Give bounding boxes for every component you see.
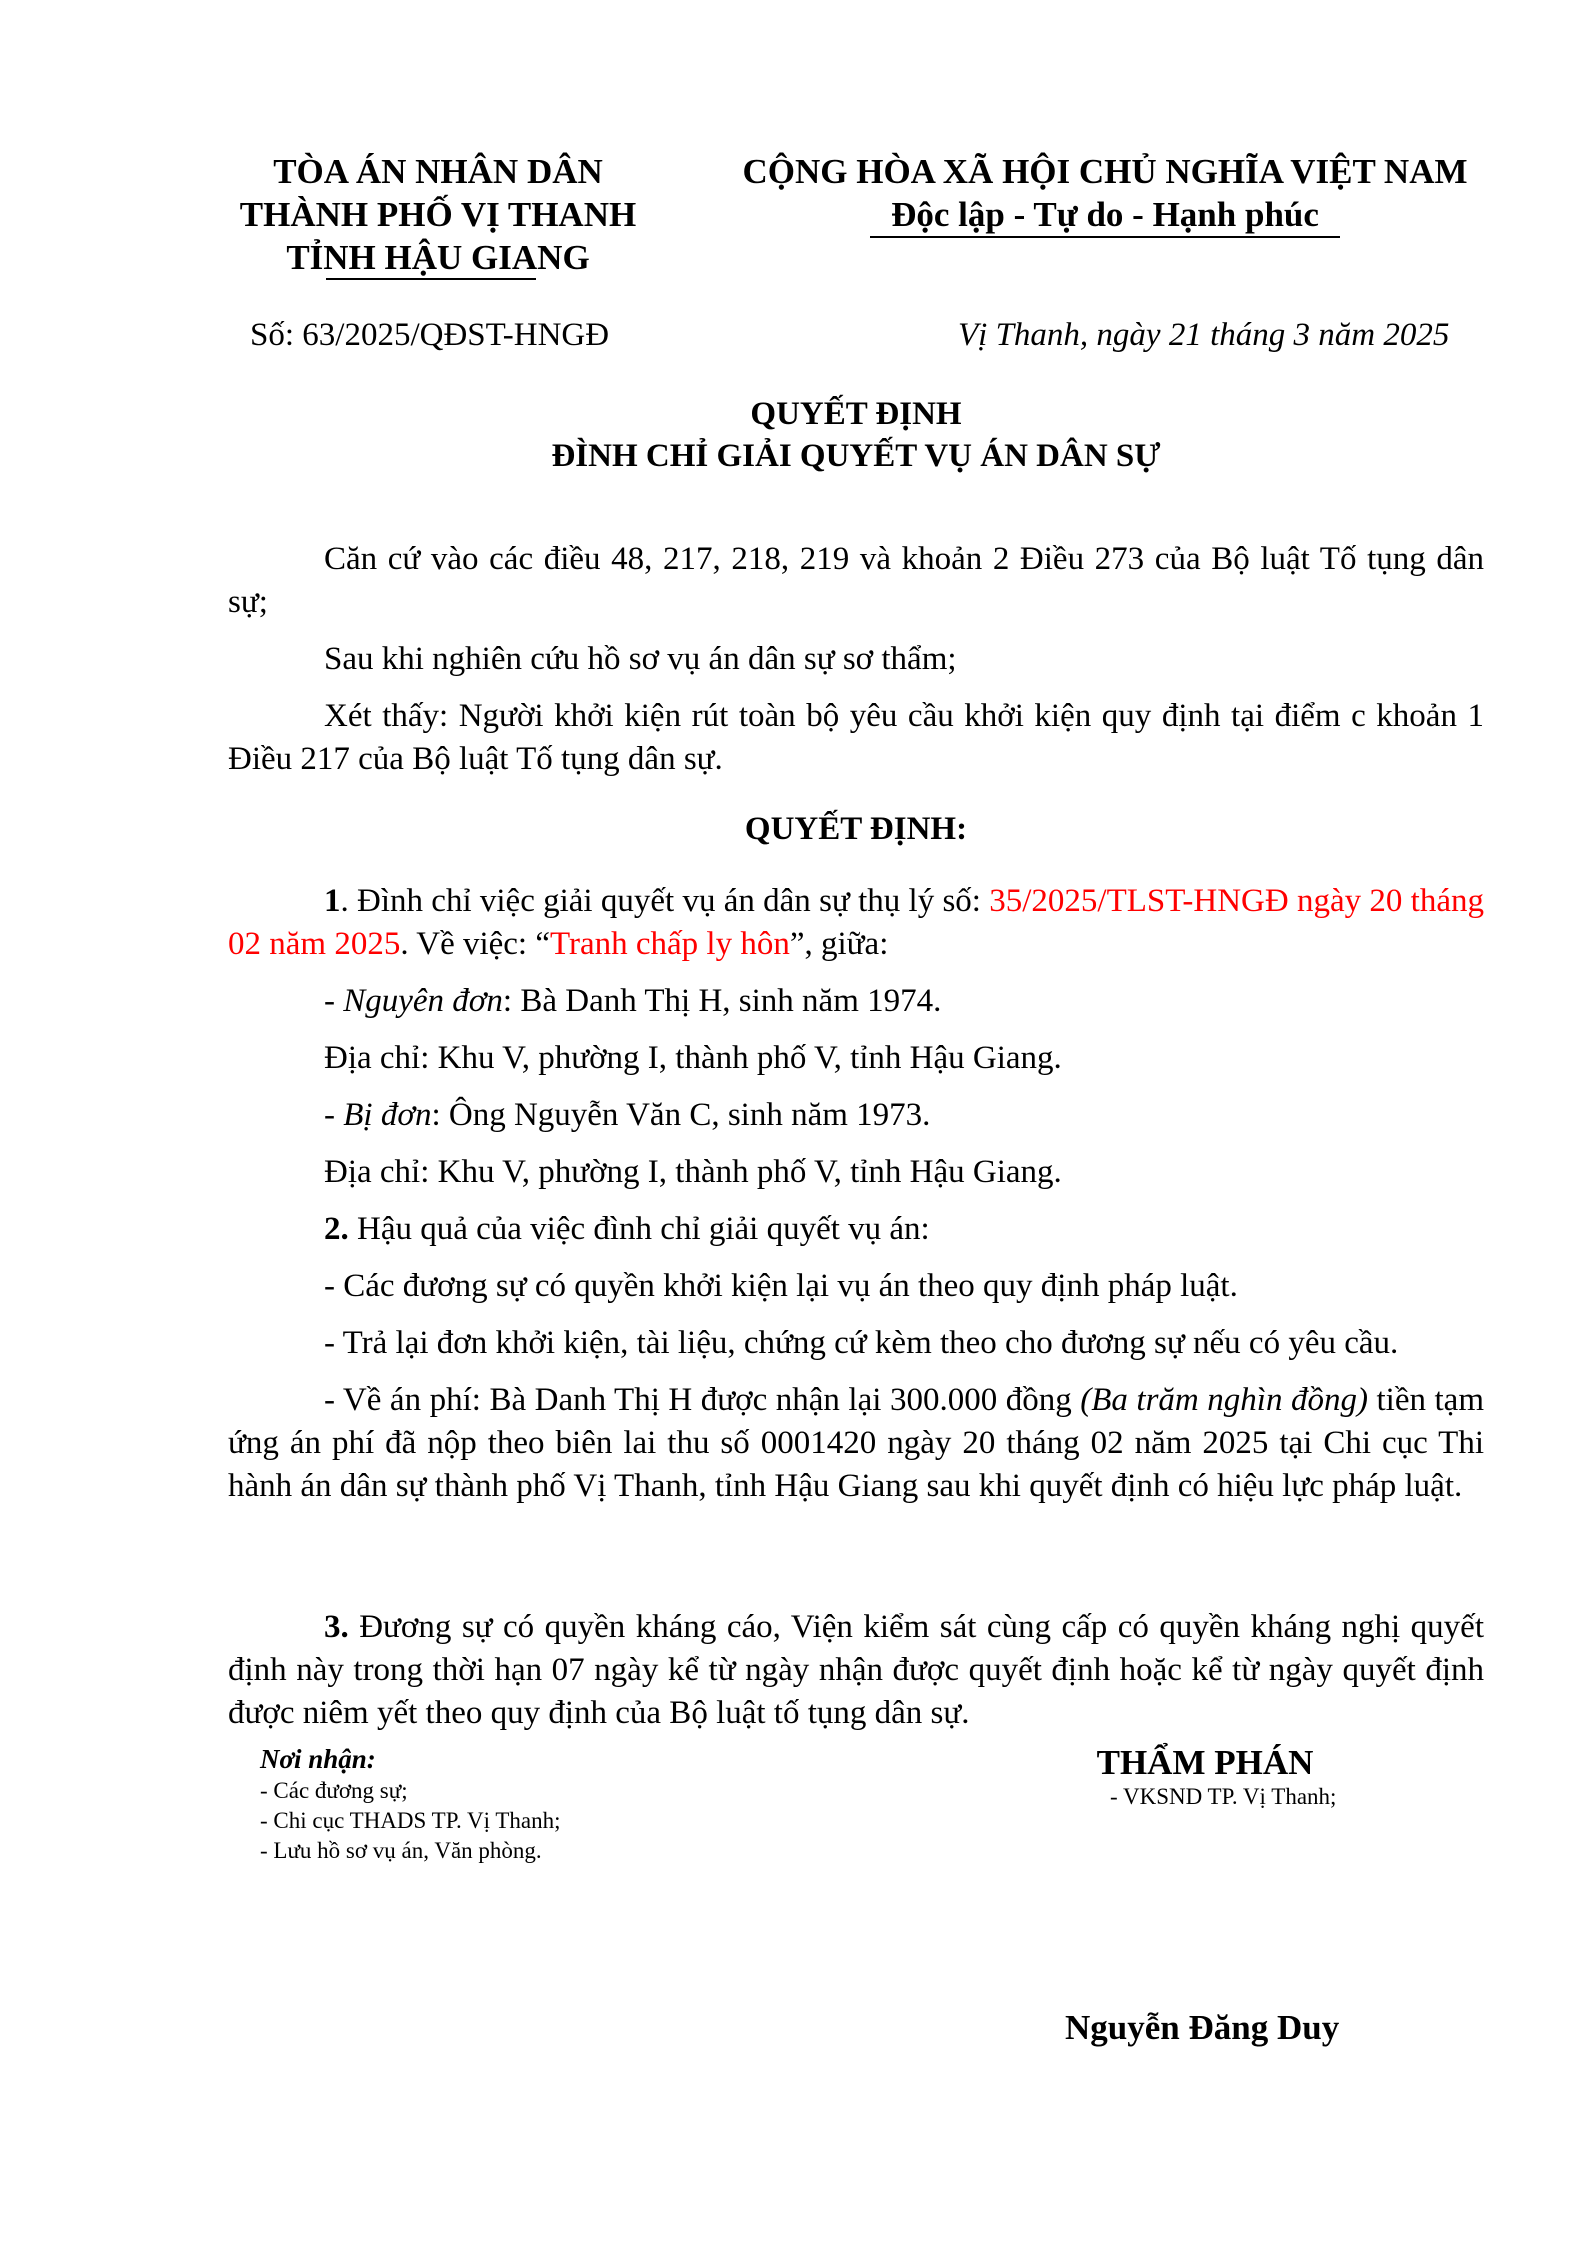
- defendant-address: Địa chỉ: Khu V, phường I, thành phố V, tỉnh Hậu Giang.: [324, 1154, 1062, 1190]
- date-place: Vị Thanh, ngày 21 tháng 3 năm 2025: [958, 317, 1450, 353]
- recipient-item-extra: - VKSND TP. Vị Thanh;: [1110, 1784, 1337, 1809]
- decision-item-1: [228, 880, 1484, 1194]
- decision-heading: QUYẾT ĐỊNH:: [744, 811, 968, 847]
- plaintiff: - Nguyên đơn: Bà Danh Thị H, sinh năm 1974.: [324, 983, 942, 1019]
- signer-title: THẨM PHÁN: [1096, 1743, 1314, 1782]
- court-line-3: TỈNH HẬU GIANG: [286, 238, 590, 277]
- item-3-text: 3. Đương sự có quyền kháng cáo, Viện kiểm sát cùng cấp có quyền kháng nghị quyết định này trong thời hạn 07 ngày kể từ ngày nhận được quyết định hoặc kể từ ngày quyết định được niêm yết theo quy định của Bộ luật tố tụng dân sự.: [228, 1609, 1484, 1731]
- preamble-review: Sau khi nghiên cứu hồ sơ vụ án dân sự sơ thẩm;: [324, 641, 957, 677]
- plaintiff-label: Nguyên đơn: [343, 983, 503, 1019]
- preamble-consideration: Xét thấy: Người khởi kiện rút toàn bộ yêu cầu khởi kiện quy định tại điểm c khoản 1 Điều 217 của Bộ luật Tố tụng dân sự.: [228, 698, 1484, 777]
- fee-in-words: (Ba trăm nghìn đồng): [1080, 1382, 1368, 1418]
- item-1-number: 1: [324, 883, 341, 919]
- motto: Độc lập - Tự do - Hạnh phúc: [891, 195, 1319, 234]
- court-underline: [326, 278, 536, 280]
- item-1-text: 1. Đình chỉ việc giải quyết vụ án dân sự thụ lý số: 35/2025/TLST-HNGĐ ngày 20 tháng 02 năm 2025. Về việc: “Tranh chấp ly hôn”, giữa:: [228, 883, 1484, 962]
- case-reference: 35/2025/TLST-HNGĐ ngày 20 tháng 02 năm 2025: [228, 883, 1484, 962]
- decision-item-2: [228, 1208, 1484, 1508]
- item-3-number: 3.: [324, 1609, 349, 1645]
- preamble-basis: Căn cứ vào các điều 48, 217, 218, 219 và khoản 2 Điều 273 của Bộ luật Tố tụng dân sự;: [228, 541, 1484, 620]
- title-line-2: ĐÌNH CHỈ GIẢI QUYẾT VỤ ÁN DÂN SỰ: [551, 438, 1161, 474]
- decision-item-3: [228, 1606, 1484, 1735]
- recipients-block: [260, 1742, 780, 1866]
- item-2-number: 2.: [324, 1211, 349, 1247]
- document-number: Số: 63/2025/QĐST-HNGĐ: [250, 317, 610, 353]
- item-2-bullet-3: - Về án phí: Bà Danh Thị H được nhận lại 300.000 đồng (Ba trăm nghìn đồng) tiền tạm ứng án phí đã nộp theo biên lai thu số 0001420 ngày 20 tháng 02 năm 2025 tại Chi cục Thi hành án dân sự thành phố Vị Thanh, tỉnh Hậu Giang sau khi quyết định có hiệu lực pháp luật.: [228, 1382, 1485, 1504]
- recipient-item: - Lưu hồ sơ vụ án, Văn phòng.: [260, 1838, 542, 1863]
- recipient-item: - Chi cục THADS TP. Vị Thanh;: [260, 1808, 561, 1833]
- title-line-1: QUYẾT ĐỊNH: [750, 396, 962, 432]
- item-2-bullet-1: - Các đương sự có quyền khởi kiện lại vụ án theo quy định pháp luật.: [324, 1268, 1238, 1304]
- case-subject: Tranh chấp ly hôn: [550, 926, 790, 962]
- defendant-label: Bị đơn: [343, 1097, 432, 1133]
- signer-name: Nguyễn Đăng Duy: [1065, 2008, 1340, 2047]
- recipient-item: - Các đương sự;: [260, 1778, 408, 1803]
- plaintiff-address: Địa chỉ: Khu V, phường I, thành phố V, tỉnh Hậu Giang.: [324, 1040, 1062, 1076]
- court-line-2: THÀNH PHỐ VỊ THANH: [239, 195, 637, 234]
- nation-line-1: CỘNG HÒA XÃ HỘI CHỦ NGHĨA VIỆT NAM: [742, 152, 1468, 191]
- preamble: [228, 538, 1484, 781]
- item-2-heading: 2. Hậu quả của việc đình chỉ giải quyết vụ án:: [324, 1211, 930, 1247]
- motto-underline: [870, 236, 1340, 238]
- nation-block: [715, 150, 1495, 236]
- item-2-bullet-2: - Trả lại đơn khởi kiện, tài liệu, chứng cứ kèm theo cho đương sự nếu có yêu cầu.: [324, 1325, 1399, 1361]
- document-title: [228, 393, 1484, 477]
- defendant: - Bị đơn: Ông Nguyễn Văn C, sinh năm 1973.: [324, 1097, 931, 1133]
- court-name-block: [228, 150, 648, 279]
- recipients-heading: Nơi nhận:: [260, 1744, 376, 1774]
- court-line-1: TÒA ÁN NHÂN DÂN: [273, 152, 603, 191]
